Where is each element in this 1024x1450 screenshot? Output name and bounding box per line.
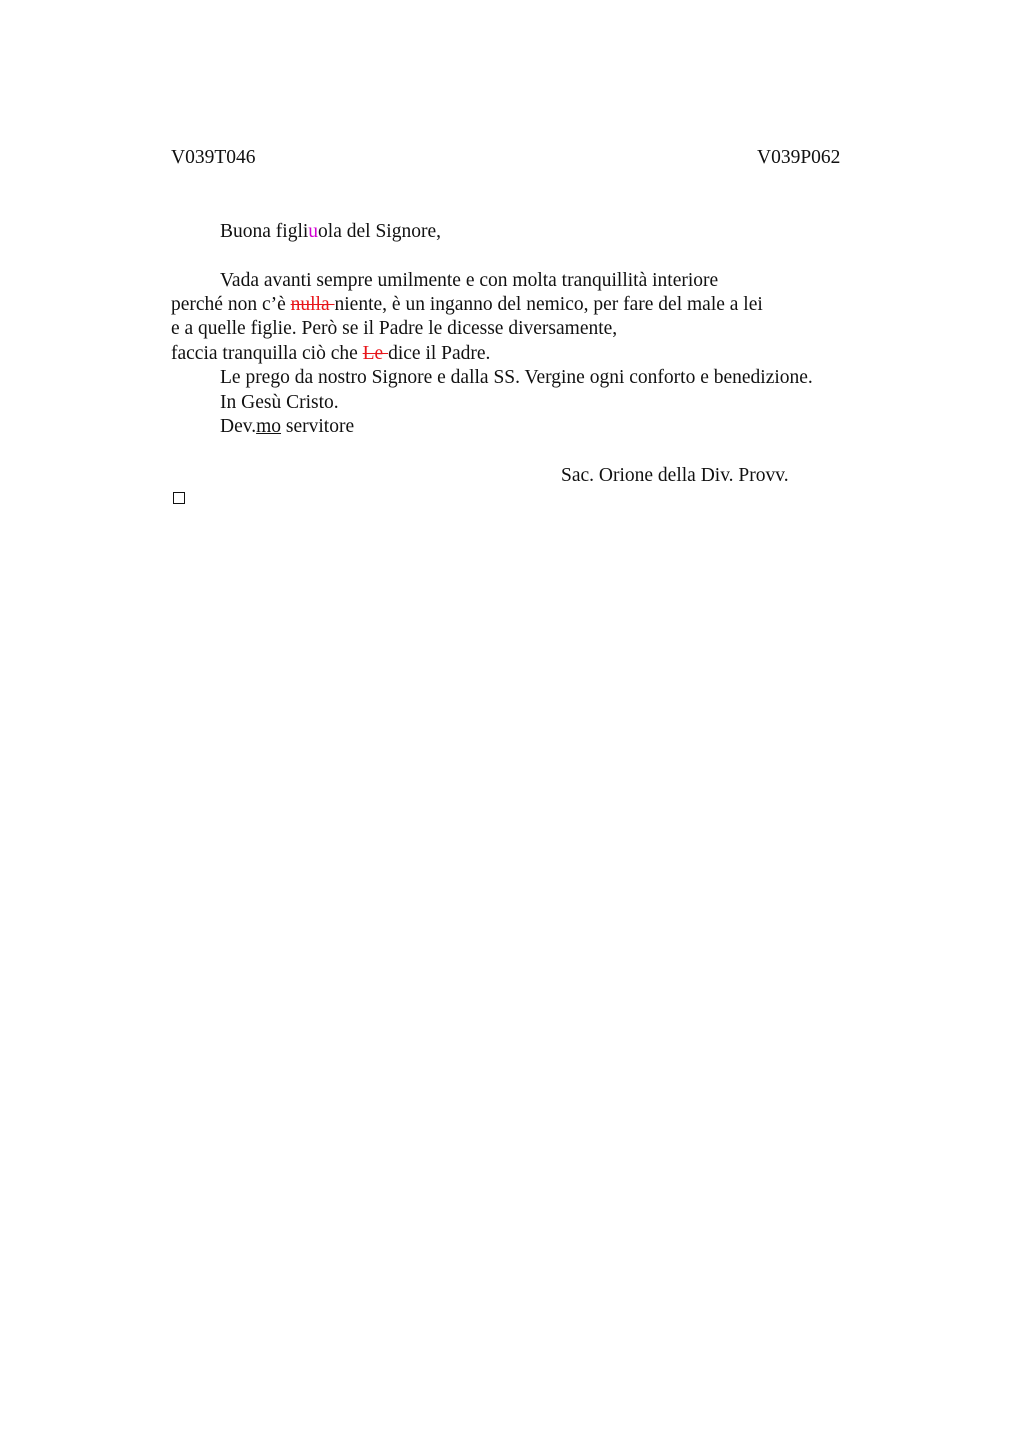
salutation-text-after: ola del Signore, xyxy=(318,221,441,242)
body-line-2-after: niente, è un inganno del nemico, per fare del male a lei xyxy=(334,294,763,315)
empty-square-icon xyxy=(173,492,185,504)
body-line-4-after: dice il Padre. xyxy=(388,343,491,364)
inserted-letter: u xyxy=(308,221,319,242)
salutation-text-before: Buona figli xyxy=(220,221,309,242)
header-left-code: V039T046 xyxy=(171,147,256,168)
signature: Sac. Orione della Div. Provv. xyxy=(561,465,789,486)
deleted-word: nulla xyxy=(290,294,335,315)
body-line-3: e a quelle figlie. Però se il Padre le dicesse diversamente, xyxy=(171,318,618,339)
body-line-2 xyxy=(171,293,763,317)
salutation xyxy=(220,220,441,244)
header-right-code: V039P062 xyxy=(757,147,841,168)
deleted-word: Le xyxy=(362,343,389,364)
underlined-abbreviation: mo xyxy=(256,416,282,437)
closing-before: Dev. xyxy=(220,416,257,437)
body-line-5: Le prego da nostro Signore e dalla SS. Vergine ogni conforto e benedizione. xyxy=(220,367,813,388)
body-line-4-before: faccia tranquilla ciò che xyxy=(171,343,363,364)
body-line-6: In Gesù Cristo. xyxy=(220,392,339,413)
closing-line xyxy=(220,415,354,439)
closing-after: servitore xyxy=(281,416,355,437)
body-line-2-before: perché non c’è xyxy=(171,294,291,315)
body-line-1: Vada avanti sempre umilmente e con molta tranquillità interiore xyxy=(220,270,719,291)
body-line-4 xyxy=(171,342,490,366)
